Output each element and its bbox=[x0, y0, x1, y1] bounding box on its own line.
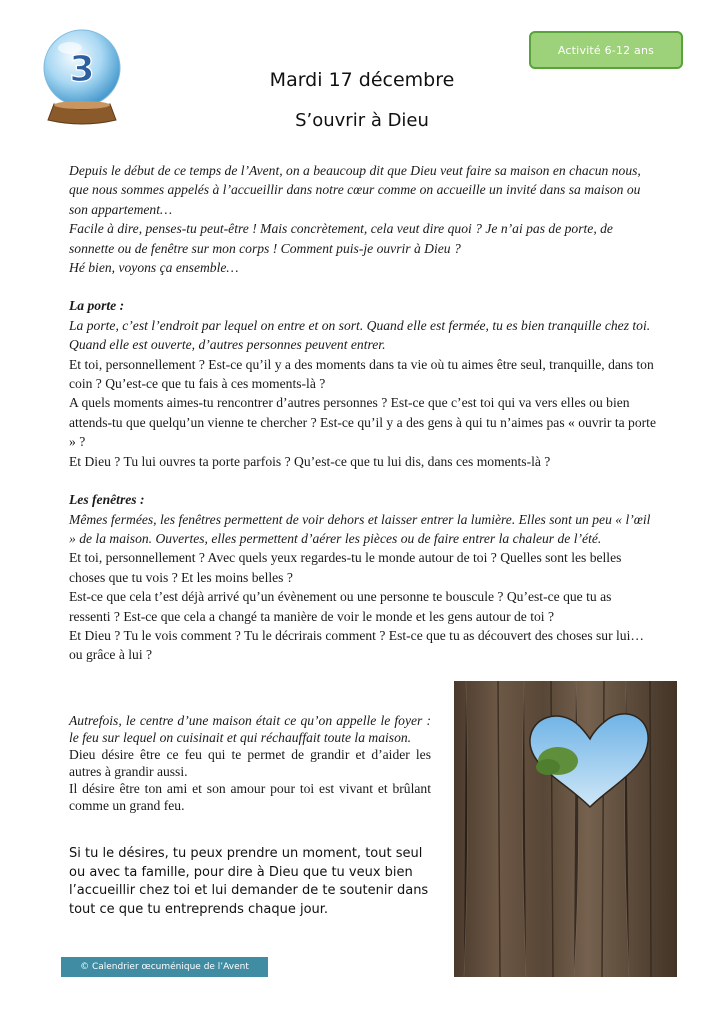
fenetres-heading: Les fenêtres : bbox=[69, 492, 145, 508]
porte-question-2: A quels moments aimes-tu rencontrer d’autres personnes ? Est-ce que c’est toi qui va vers elles ou bien attends-tu que quelqu’un vienne te chercher ? Est-ce qu’il y a des gens à qui tu n’aimes pas « ouvrir ta porte » ? bbox=[69, 395, 656, 450]
foyer-section bbox=[69, 712, 431, 814]
porte-question-1: Et toi, personnellement ? Est-ce qu’il y a des moments dans ta vie où tu aimes être seul, tranquille, dans ton coin ? Qu’est-ce que tu fais à ces moments-là ? bbox=[69, 356, 654, 392]
fenetres-description: Mêmes fermées, les fenêtres permettent de voir dehors et laisser entrer la lumière. Elles sont un peu « l’œil » de la maison. Ouvertes, elles permettent d’aérer les pièces ou de faire entrer la chaleur de l’été. bbox=[69, 511, 651, 546]
porte-heading: La porte : bbox=[69, 298, 125, 314]
foyer-paragraph-1: Dieu désire être ce feu qui te permet de grandir et d’aider les autres à grandir aussi. bbox=[69, 747, 431, 779]
intro-paragraph-1: Depuis le début de ce temps de l’Avent, on a beaucoup dit que Dieu veut faire sa maison en chacun nous, que nous sommes appelés à l’accueillir dans notre cœur comme on accueille un invité dans sa maison ou son appartement… bbox=[69, 163, 641, 217]
footer-credit: © Calendrier œcuménique de l’Avent bbox=[61, 957, 268, 977]
fenetres-question-1: Et toi, personnellement ? Avec quels yeux regardes-tu le monde autour de toi ? Quelles sont les belles choses que tu vois ? Et les moins belles ? bbox=[69, 550, 622, 585]
page-title: Mardi 17 décembre bbox=[269, 69, 455, 91]
heart-door-photo bbox=[454, 681, 677, 977]
foyer-paragraph-2: Il désire être ton ami et son amour pour toi est vivant et brûlant comme un grand feu. bbox=[69, 781, 431, 813]
fenetres-question-3: Et Dieu ? Tu le vois comment ? Tu le décrirais comment ? Est-ce que tu as découvert des choses sur lui… ou grâce à lui ? bbox=[69, 627, 644, 663]
foyer-description: Autrefois, le centre d’une maison était ce qu’on appelle le foyer : le feu sur lequel on cuisinait et qui réchauffait toute la maison. bbox=[69, 713, 431, 745]
globe-number: 3 bbox=[69, 49, 95, 90]
prayer-invitation: Si tu le désires, tu peux prendre un moment, tout seul ou avec ta famille, pour dire à Dieu que tu veux bien l’accueillir chez toi et lui demander de te soutenir dans tout ce que tu entreprends chaque jour. bbox=[69, 846, 429, 917]
main-text bbox=[69, 161, 656, 665]
intro-paragraph-3: Hé bien, voyons ça ensemble… bbox=[69, 260, 239, 276]
intro-paragraph-2: Facile à dire, penses-tu peut-être ! Mais concrètement, cela veut dire quoi ? Je n’ai pas de porte, de sonnette ou de fenêtre sur mon corps ! Comment puis-je ouvrir à Dieu ? bbox=[69, 221, 613, 256]
activity-age-badge: Activité 6-12 ans bbox=[529, 31, 683, 69]
porte-question-3: Et Dieu ? Tu lui ouvres ta porte parfois ? Qu’est-ce que tu lui dis, dans ces moments-là ? bbox=[69, 453, 551, 469]
fenetres-question-2: Est-ce que cela t’est déjà arrivé qu’un évènement ou une personne te bouscule ? Qu’est-ce que tu as ressenti ? Est-ce que cela a changé ta manière de voir le monde et les gens autour de toi ? bbox=[69, 589, 612, 624]
porte-description: La porte, c’est l’endroit par lequel on entre et on sort. Quand elle est fermée, tu es bien tranquille chez toi. Quand elle est ouverte, d’autres personnes peuvent entrer. bbox=[69, 317, 651, 353]
page-subtitle: S’ouvrir à Dieu bbox=[295, 110, 429, 131]
